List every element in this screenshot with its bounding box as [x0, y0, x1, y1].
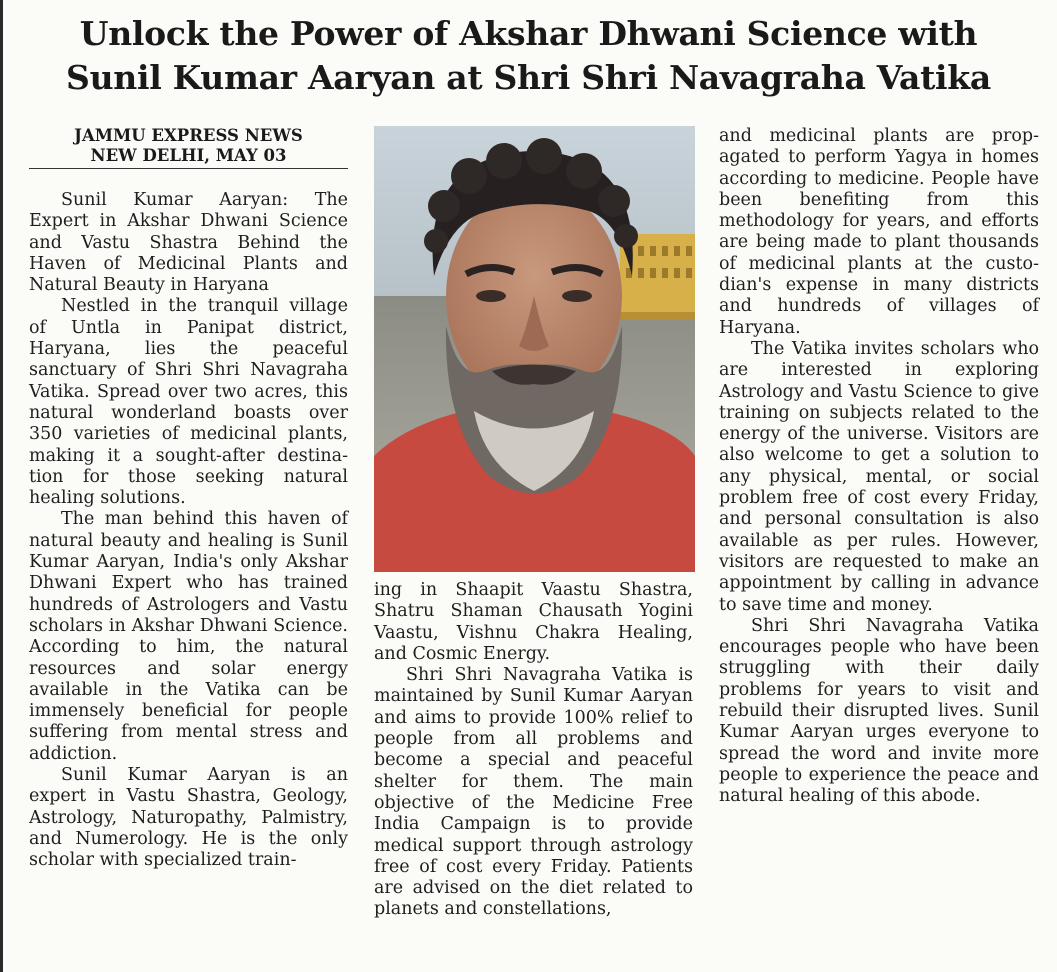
article-column-1: [29, 190, 348, 872]
article-paragraph: Sunil Kumar Aaryan: The Expert in Akshar Dhwani Science and Vastu Shastra Behind the Haven of Medicinal Plants and Natural Beauty in Haryana: [29, 190, 348, 296]
headline-line-2: Sunil Kumar Aaryan at Shri Shri Navagraha Vatika: [66, 58, 991, 97]
portrait-illustration: [374, 126, 695, 572]
article-paragraph: Shri Shri Navagraha Vatika is maintained by Sunil Kumar Aaryan and aims to provide 100% relief to people from all problems and become a special and peaceful shelter for them. The main objective of the Medicine Free India Campaign is to provide medical support through astrology free of cost every Friday. Patients are advised on the diet related to planets and constellations,: [374, 665, 693, 920]
dateline-place-date: NEW DELHI, MAY 03: [90, 146, 287, 165]
article-paragraph: The man behind this haven of natural beauty and healing is Sunil Kumar Aaryan, India's only Akshar Dhwani Expert who has trained hundreds of Astrologers and Vastu scholars in Akshar Dhwani Science. According to him, the natural resources and solar energy available in the Vatika can be immensely beneficial for people suffering from mental stress and addiction.: [29, 509, 348, 764]
article-paragraph: Shri Shri Navagraha Vatika encourages people who have been struggling with their daily problems for years to visit and rebuild their disrupted lives. Sunil Kumar Aaryan urges everyone to spread the word and invite more people to experience the peace and natural healing of this abode.: [719, 615, 1039, 807]
portrait-photo: [374, 126, 695, 572]
headline: [0, 12, 1057, 100]
dateline: [29, 126, 348, 166]
article-paragraph: and medicinal plants are propagated to perform Yagya in homes according to medicine. People have been benefiting from this methodology for years, and efforts are being made to plant thousands of medicinal plants at the custodian's expense in many districts and hundreds of villages of Haryana.: [719, 126, 1039, 338]
page-edge: [0, 0, 3, 972]
article-paragraph: Nestled in the tranquil village of Untla in Panipat district, Haryana, lies the peaceful sanctuary of Shri Shri Navagraha Vatika. Spread over two acres, this natural wonderland boasts over 350 varieties of medicinal plants, making it a sought-after destination for those seeking natural healing solutions.: [29, 296, 348, 509]
article-paragraph: The Vatika invites scholars who are interested in exploring Astrology and Vastu Science to give training on subjects related to the energy of the universe. Visitors are also welcome to get a solution to any physical, mental, or social problem free of cost every Friday, and personal consultation is also available as per rules. However, visitors are requested to make an appointment by calling in advance to save time and money.: [719, 338, 1039, 615]
headline-line-1: Unlock the Power of Akshar Dhwani Science with: [79, 14, 978, 53]
article-column-2: [374, 580, 693, 921]
dateline-rule: [29, 168, 348, 169]
article-paragraph: Sunil Kumar Aaryan is an expert in Vastu Shastra, Geology, Astrology, Naturopathy, Palmistry, and Numerology. He is the only scholar with specialized train-: [29, 765, 348, 871]
article-column-3: [719, 126, 1039, 808]
dateline-source: JAMMU EXPRESS NEWS: [74, 126, 303, 145]
article-paragraph: ing in Shaapit Vaastu Shastra, Shatru Shaman Chausath Yogini Vaastu, Vishnu Chakra Healing, and Cosmic Energy.: [374, 580, 693, 664]
